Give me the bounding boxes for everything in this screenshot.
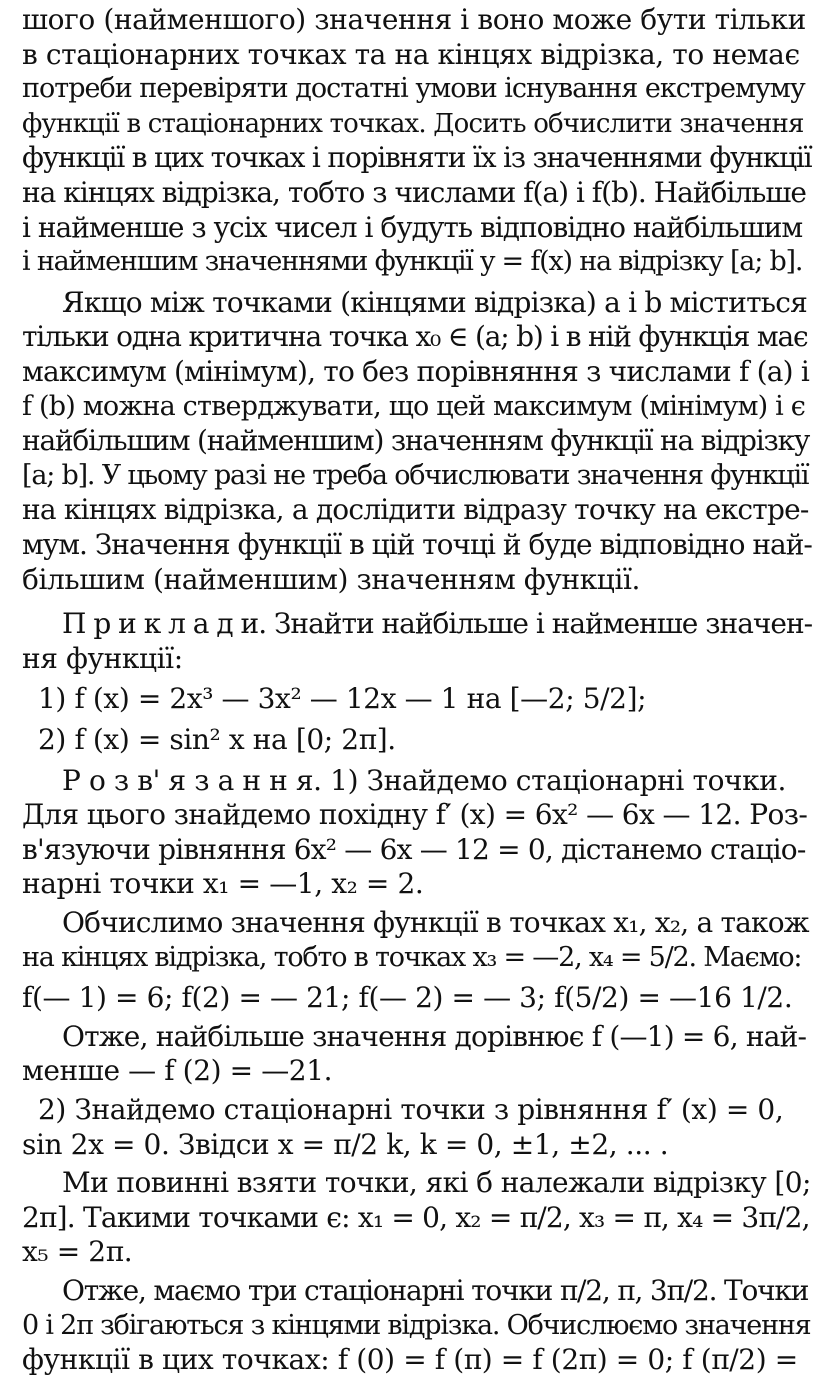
text-line-12: f (b) можна стверджувати, що цей максимум (мінімум) і є — [22, 390, 806, 422]
text-line-25: нарні точки x₁ = —1, x₂ = 2. — [22, 867, 424, 901]
text-line-26: Обчислимо значення функції в точках x₁, x₂, а також — [62, 906, 809, 939]
text-line-36: Отже, маємо три стаціонарні точки π/2, π, 3π/2. Точки — [62, 1274, 809, 1307]
text-line-20: 1) f (x) = 2x³ — 3x² — 12x — 1 на [—2; 5/2]; — [38, 682, 647, 716]
text-line-13: найбільшим (найменшим) значенням функції на відрізку — [22, 424, 810, 458]
text-line-5: функції в цих точках і порівняти їх із значеннями функції — [22, 141, 812, 175]
text-line-27: на кінцях відрізка, тобто в точках x₃ = —2, x₄ = 5/2. Маємо: — [22, 941, 802, 973]
text-line-1: шого (найменшого) значення і воно може бути тільки — [22, 3, 806, 36]
text-line-19: ня функції: — [22, 641, 183, 675]
text-line-30: менше — f (2) = —21. — [22, 1054, 333, 1088]
text-line-3: потреби перевіряти достатні умови існування екстремуму — [22, 73, 805, 105]
text-line-17: більшим (найменшим) значенням функції. — [22, 562, 641, 596]
text-line-15: на кінцях відрізка, а дослідити відразу точку на екстре- — [22, 493, 809, 527]
text-line-31: 2) Знайдемо стаціонарні точки з рівняння f′ (x) = 0, — [38, 1093, 784, 1126]
text-line-2: в стаціонарних точках та на кінцях відрізка, то немає — [22, 37, 800, 71]
text-line-37: 0 і 2π збігаються з кінцями відрізка. Обчислюємо значення — [22, 1309, 811, 1341]
text-line-16: мум. Значення функції в цій точці й буде відповідно най- — [22, 528, 812, 561]
text-line-28: f(— 1) = 6; f(2) = — 21; f(— 2) = — 3; f(5/2) = —16 1/2. — [22, 981, 793, 1015]
text-line-29: Отже, найбільше значення дорівнює f (—1) = 6, най- — [62, 1019, 807, 1053]
text-line-21: 2) f (x) = sin² x на [0; 2π]. — [38, 723, 396, 756]
text-line-35: x₅ = 2π. — [22, 1235, 133, 1269]
text-line-6: на кінцях відрізка, тобто з числами f(a) і f(b). Найбільше — [22, 176, 806, 209]
text-line-10: тільки одна критична точка x₀ ∈ (a; b) і в ній функція має — [22, 320, 808, 354]
text-line-7: і найменше з усіх чисел і будуть відповідно найбільшим — [22, 210, 803, 244]
text-line-32: sin 2x = 0. Звідси x = π/2 k, k = 0, ±1, ±2, ... . — [22, 1127, 669, 1161]
text-line-4: функції в стаціонарних точках. Досить обчислити значення — [22, 108, 804, 139]
text-line-14: [a; b]. У цьому разі не треба обчислювати значення функції — [22, 459, 809, 491]
text-line-24: в'язуючи рівняння 6x² — 6x — 12 = 0, дістанемо стаціо- — [22, 832, 806, 866]
text-line-23: Для цього знайдемо похідну f′ (x) = 6x² — 6x — 12. Роз- — [22, 798, 808, 832]
text-line-8: і найменшим значеннями функції y = f(x) на відрізку [a; b]. — [22, 246, 803, 278]
text-line-33: Ми повинні взяти точки, які б належали відрізку [0; — [62, 1166, 811, 1200]
text-line-9: Якщо між точками (кінцями відрізка) a і b міститься — [62, 285, 807, 319]
text-line-11: максимум (мінімум), то без порівняння з числами f (a) і — [22, 355, 810, 388]
text-line-38: функції в цих точках: f (0) = f (π) = f (2π) = 0; f (π/2) = — [22, 1343, 798, 1377]
text-line-18: П р и к л а д и. Знайти найбільше і найменше значен- — [62, 607, 813, 641]
text-line-22: Р о з в' я з а н н я. 1) Знайдемо стаціонарні точки. — [62, 763, 787, 797]
text-line-34: 2π]. Такими точками є: x₁ = 0, x₂ = π/2, x₃ = π, x₄ = 3π/2, — [22, 1200, 810, 1234]
